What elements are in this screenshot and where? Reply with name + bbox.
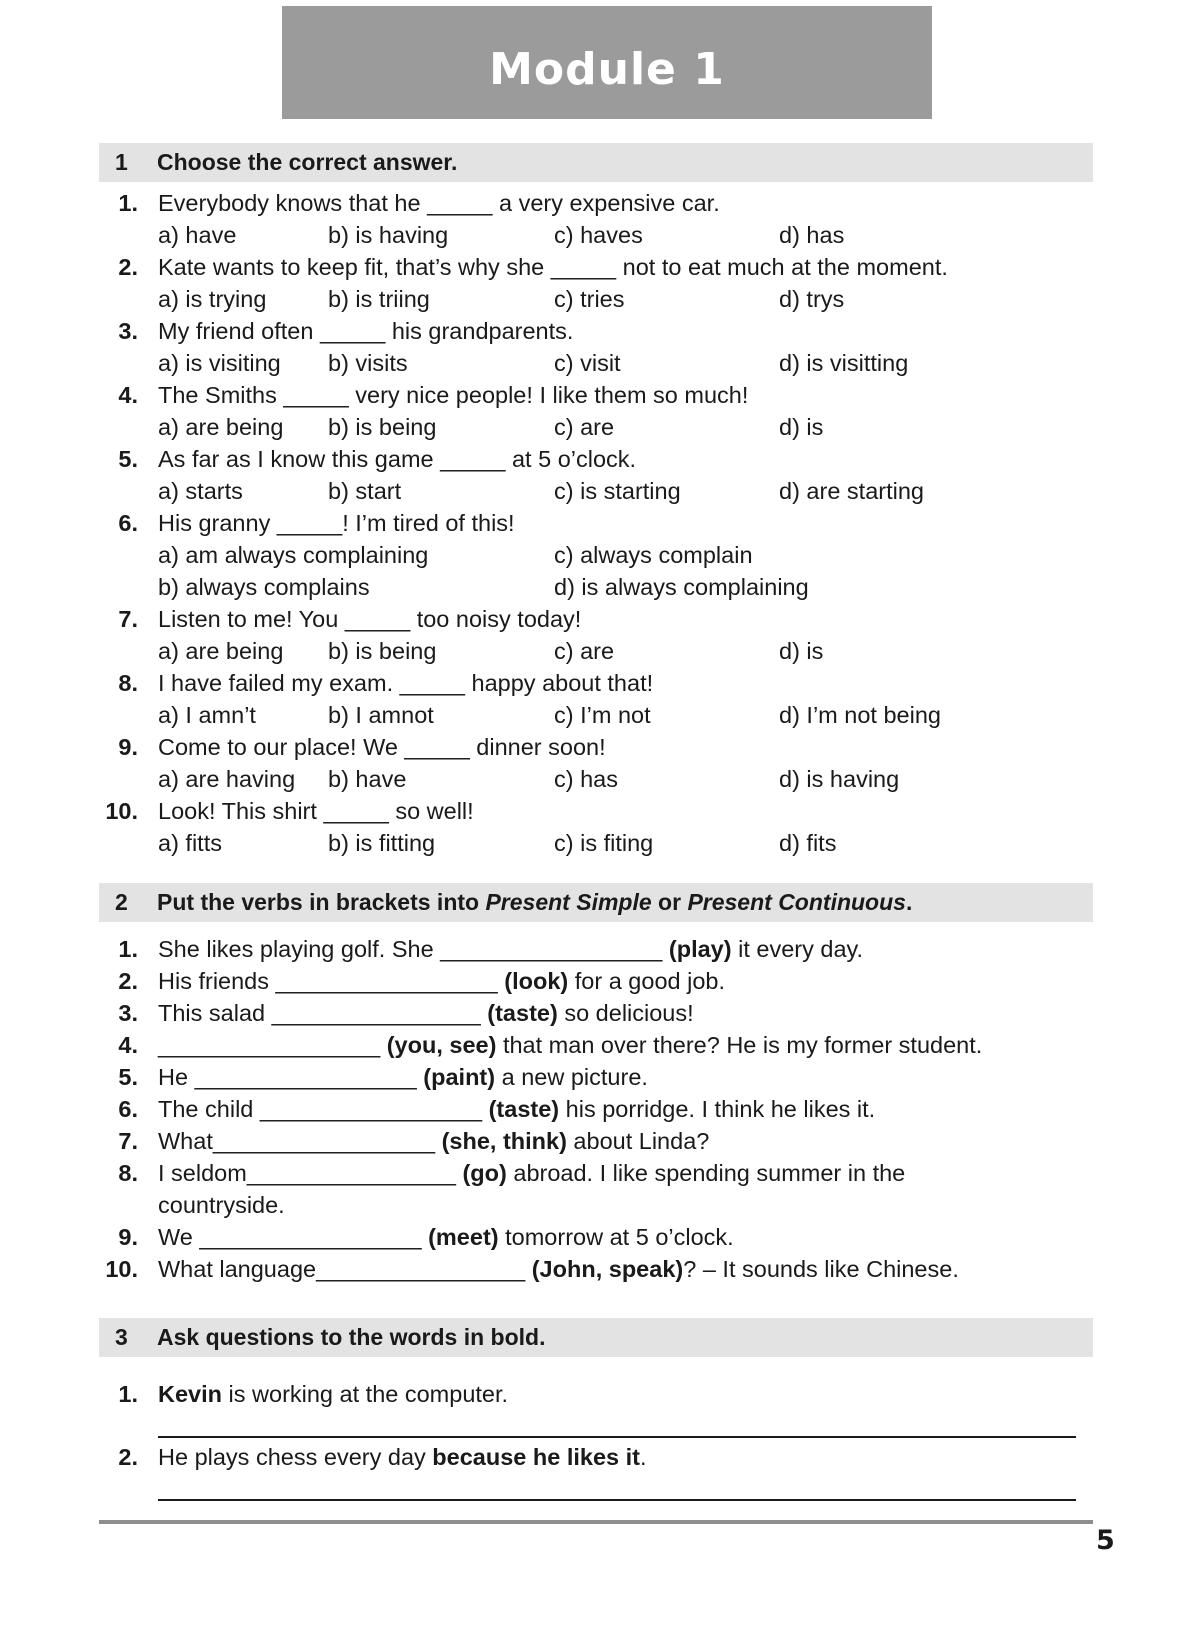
option-a[interactable]: a) have bbox=[158, 222, 237, 248]
s3-item-1-text bbox=[158, 1379, 508, 1409]
s3-item-2-bold: because he likes it bbox=[432, 1444, 640, 1470]
page-number: 5 bbox=[1096, 1525, 1115, 1556]
option-a[interactable]: a) are being bbox=[158, 638, 284, 664]
question-text: Listen to me! You _____ too noisy today! bbox=[158, 606, 582, 632]
question-text: My friend often _____ his grandparents. bbox=[158, 318, 574, 344]
item-pre[interactable]: What language________________ bbox=[158, 1256, 532, 1282]
question-text: As far as I know this game _____ at 5 o’clock. bbox=[158, 446, 637, 472]
s3-item-1-rest: is working at the computer. bbox=[222, 1381, 509, 1407]
item-post: his porridge. I think he likes it. bbox=[559, 1096, 876, 1122]
item-pre[interactable]: The child _________________ bbox=[158, 1096, 489, 1122]
item-hint: (meet) bbox=[428, 1224, 499, 1250]
s3-item-1-bold: Kevin bbox=[158, 1381, 222, 1407]
item-post: tomorrow at 5 o’clock. bbox=[498, 1224, 734, 1250]
option-a[interactable]: a) I amn’t bbox=[158, 702, 256, 728]
item-text bbox=[158, 966, 725, 996]
option-b[interactable]: b) I amnot bbox=[328, 702, 434, 728]
option-b[interactable]: b) is having bbox=[328, 222, 449, 248]
item-hint: (go) bbox=[462, 1160, 507, 1186]
item-text bbox=[158, 1030, 982, 1060]
option-a[interactable]: a) fitts bbox=[158, 830, 222, 856]
item-pre[interactable]: What_________________ bbox=[158, 1128, 442, 1154]
item-post: about Linda? bbox=[566, 1128, 710, 1154]
option-d[interactable]: d) is having bbox=[779, 766, 900, 792]
item-text bbox=[158, 1062, 648, 1092]
option-d[interactable]: d) has bbox=[779, 222, 845, 248]
question-text: Come to our place! We _____ dinner soon! bbox=[158, 734, 606, 760]
item-hint: (taste) bbox=[488, 1096, 560, 1122]
option-b[interactable]: b) is triing bbox=[328, 286, 430, 312]
item-number: 4. bbox=[118, 1032, 138, 1058]
section-1-title: Choose the correct answer. bbox=[157, 149, 458, 175]
question-number: 3. bbox=[118, 318, 138, 344]
option-c[interactable]: c) is starting bbox=[554, 478, 681, 504]
question-text: I have failed my exam. _____ happy about that! bbox=[158, 670, 654, 696]
footer-rule bbox=[99, 1520, 1093, 1524]
item-text bbox=[158, 1126, 709, 1156]
section-2-title-pre: Put the verbs in brackets into bbox=[157, 889, 486, 915]
option-c[interactable]: c) are bbox=[554, 414, 615, 440]
item-pre[interactable]: His friends _________________ bbox=[158, 968, 505, 994]
item-post: ? – It sounds like Chinese. bbox=[683, 1256, 959, 1282]
section-2-title bbox=[157, 889, 912, 916]
item-pre[interactable]: I seldom________________ bbox=[158, 1160, 463, 1186]
option-a[interactable]: a) starts bbox=[158, 478, 243, 504]
question-number: 7. bbox=[118, 606, 138, 632]
option-d[interactable]: d) is bbox=[779, 414, 824, 440]
item-pre[interactable]: She likes playing golf. She _________________ bbox=[158, 936, 669, 962]
item-hint: (paint) bbox=[423, 1064, 496, 1090]
item-pre[interactable]: This salad ________________ bbox=[158, 1000, 488, 1026]
item-number: 7. bbox=[118, 1128, 138, 1154]
option-a[interactable]: a) is trying bbox=[158, 286, 267, 312]
item-hint: (John, speak) bbox=[531, 1256, 684, 1282]
item-text bbox=[158, 1158, 905, 1188]
option-c[interactable]: c) is fiting bbox=[554, 830, 654, 856]
question-text: Kate wants to keep fit, that’s why she _____ not to eat much at the moment. bbox=[158, 254, 948, 280]
s3-item-2-rest: He plays chess every day bbox=[158, 1444, 433, 1470]
item-number: 6. bbox=[118, 1096, 138, 1122]
item-text bbox=[158, 1094, 875, 1124]
option-b[interactable]: b) visits bbox=[328, 350, 408, 376]
item-continuation: countryside. bbox=[158, 1192, 285, 1218]
option-c[interactable]: c) tries bbox=[554, 286, 625, 312]
option-b[interactable]: b) is being bbox=[328, 414, 437, 440]
item-hint: (taste) bbox=[487, 1000, 558, 1026]
item-text bbox=[158, 998, 694, 1028]
section-2-title-end: . bbox=[905, 889, 913, 915]
item-number: 1. bbox=[118, 936, 138, 962]
option-a[interactable]: a) are having bbox=[158, 766, 296, 792]
item-number: 5. bbox=[118, 1064, 138, 1090]
question-text: Look! This shirt _____ so well! bbox=[158, 798, 474, 824]
module-title: Module 1 bbox=[489, 44, 725, 95]
option-c[interactable]: c) are bbox=[554, 638, 615, 664]
option-d[interactable]: d) is visitting bbox=[779, 350, 909, 376]
item-text bbox=[158, 934, 863, 964]
question-text: The Smiths _____ very nice people! I like them so much! bbox=[158, 382, 749, 408]
option-d[interactable]: d) is always complaining bbox=[554, 574, 809, 600]
option-c[interactable]: c) has bbox=[554, 766, 618, 792]
item-number: 9. bbox=[118, 1224, 138, 1250]
question-number: 4. bbox=[118, 382, 138, 408]
question-number: 5. bbox=[118, 446, 138, 472]
option-c[interactable]: c) visit bbox=[554, 350, 621, 376]
question-number: 10. bbox=[105, 798, 138, 824]
item-number: 3. bbox=[118, 1000, 138, 1026]
option-a[interactable]: a) am always complaining bbox=[158, 542, 429, 568]
option-c[interactable]: c) haves bbox=[554, 222, 643, 248]
option-d[interactable]: d) fits bbox=[779, 830, 837, 856]
option-a[interactable]: a) are being bbox=[158, 414, 284, 440]
item-pre[interactable]: _________________ bbox=[158, 1032, 387, 1058]
item-hint: (she, think) bbox=[441, 1128, 567, 1154]
item-post: it every day. bbox=[731, 936, 864, 962]
section-2-title-mid: or bbox=[651, 889, 688, 915]
question-number: 9. bbox=[118, 734, 138, 760]
section-2-title-em2: Present Continuous bbox=[687, 889, 906, 915]
item-number: 2. bbox=[118, 968, 138, 994]
section-3-header bbox=[99, 1318, 1093, 1357]
option-b[interactable]: b) always complains bbox=[158, 574, 370, 600]
question-text: His granny _____! I’m tired of this! bbox=[158, 510, 515, 536]
option-b[interactable]: b) is being bbox=[328, 638, 437, 664]
option-b[interactable]: b) have bbox=[328, 766, 407, 792]
section-1-number: 1 bbox=[115, 149, 128, 175]
item-hint: (look) bbox=[504, 968, 569, 994]
item-hint: (you, see) bbox=[386, 1032, 497, 1058]
section-3-number: 3 bbox=[115, 1324, 128, 1350]
item-number: 10. bbox=[105, 1256, 138, 1282]
section-2-title-em1: Present Simple bbox=[485, 889, 652, 915]
question-number: 6. bbox=[118, 510, 138, 536]
s3-item-2-number: 2. bbox=[118, 1444, 138, 1470]
section-3-title: Ask questions to the words in bold. bbox=[157, 1324, 546, 1350]
item-post: for a good job. bbox=[568, 968, 725, 994]
section-2-number: 2 bbox=[115, 889, 128, 915]
question-number: 2. bbox=[118, 254, 138, 280]
item-hint: (play) bbox=[668, 936, 732, 962]
option-d[interactable]: d) are starting bbox=[779, 478, 924, 504]
s3-answer-line-1[interactable] bbox=[158, 1436, 1076, 1438]
module-banner bbox=[282, 6, 932, 119]
option-b[interactable]: b) start bbox=[328, 478, 402, 504]
question-text: Everybody knows that he _____ a very expensive car. bbox=[158, 190, 720, 216]
option-a[interactable]: a) is visiting bbox=[158, 350, 281, 376]
s3-item-2-end: . bbox=[640, 1444, 647, 1470]
option-d[interactable]: d) trys bbox=[779, 286, 845, 312]
s3-answer-line-2[interactable] bbox=[158, 1499, 1076, 1501]
question-number: 1. bbox=[118, 190, 138, 216]
item-number: 8. bbox=[118, 1160, 138, 1186]
item-text bbox=[158, 1222, 734, 1252]
item-text bbox=[158, 1254, 959, 1284]
item-post: so delicious! bbox=[557, 1000, 694, 1026]
option-d[interactable]: d) I’m not being bbox=[779, 702, 941, 728]
option-c[interactable]: c) I’m not bbox=[554, 702, 651, 728]
s3-item-2-text bbox=[158, 1442, 647, 1472]
s3-item-1-number: 1. bbox=[118, 1381, 138, 1407]
question-number: 8. bbox=[118, 670, 138, 696]
item-post: abroad. I like spending summer in the bbox=[506, 1160, 906, 1186]
option-c[interactable]: c) always complain bbox=[554, 542, 753, 568]
option-d[interactable]: d) is bbox=[779, 638, 824, 664]
section-1-header bbox=[99, 143, 1093, 182]
option-b[interactable]: b) is fitting bbox=[328, 830, 436, 856]
section-2-header bbox=[99, 883, 1093, 922]
item-post: that man over there? He is my former student. bbox=[496, 1032, 983, 1058]
item-pre[interactable]: We _________________ bbox=[158, 1224, 429, 1250]
item-post: a new picture. bbox=[495, 1064, 648, 1090]
item-pre[interactable]: He _________________ bbox=[158, 1064, 424, 1090]
